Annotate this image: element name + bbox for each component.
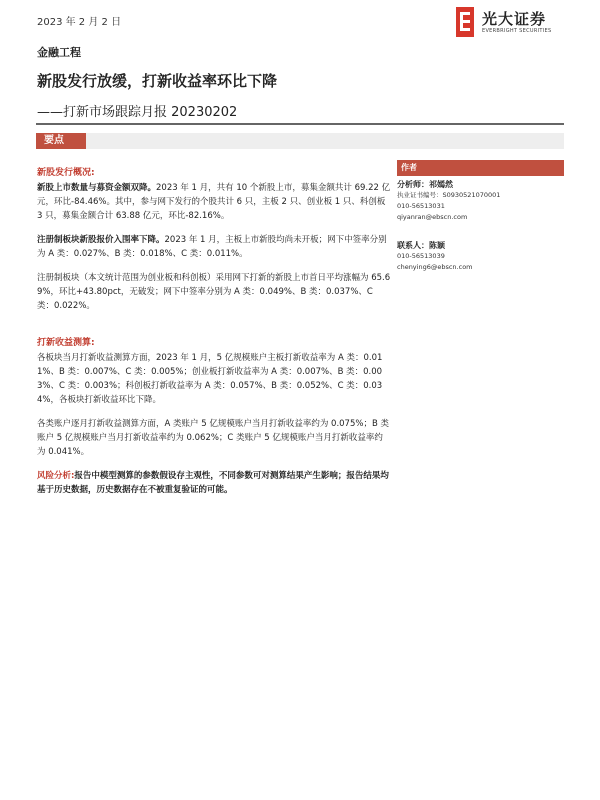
main-content	[37, 165, 391, 507]
report-date: 2023 年 2 月 2 日	[37, 17, 122, 28]
logo-text-cn: 光大证券	[482, 10, 547, 28]
summary-label: 要点	[36, 133, 86, 149]
contact-phone: 010-56513039	[397, 252, 445, 260]
lead-ipo-volume: 新股上市数量与募资金额双降。	[37, 183, 157, 193]
analyst-phone: 010-56513031	[397, 202, 445, 210]
analyst-email[interactable]: qiyanran@ebscn.com	[397, 213, 468, 221]
paragraph-board-return: 各板块当月打新收益测算方面，2023 年 1 月，5 亿规模账户主板打新收益率为 A 类：0.011%、B 类：0.007%、C 类：0.005%；创业板打新收益率为 A 类：0.007%、B 类：0.003%、C 类：0.003%；科创板打新收益率为 A 类：0.057%、B 类：0.052%、C 类：0.034%，各板块打新收益环比下降。	[37, 353, 383, 405]
report-category: 金融工程	[37, 46, 81, 59]
contact-email[interactable]: chenying6@ebscn.com	[397, 263, 473, 271]
lead-quote-rate: 注册制板块新股报价入围率下降。	[37, 235, 165, 245]
section-heading-ipo-return: 打新收益测算:	[37, 338, 95, 348]
paragraph-quote-rate	[37, 233, 391, 261]
section-heading-ipo-overview: 新股发行概况:	[37, 168, 95, 178]
paragraph-risk	[37, 469, 391, 497]
title-divider	[36, 123, 564, 125]
summary-header-bar	[36, 133, 564, 149]
logo-text-en: EVERBRIGHT SECURITIES	[482, 28, 552, 34]
text-ipo-volume: 2023 年 1 月，共有 10 个新股上市，募集金额共计 69.22 亿元，环比-84.46%。其中，参与网下发行的个股共计 6 只，主板 2 只、创业板 1 只、科创板 3 只，募集金额合计 63.88 亿元，环比-82.16%。	[37, 183, 391, 221]
author-header-bar	[397, 160, 564, 176]
analyst-name: 分析师：祁嫣然	[397, 180, 453, 189]
paragraph-registration-board: 注册制板块（本文统计范围为创业板和科创板）采用网下打新的新股上市首日平均涨幅为 65.69%，环比+43.80pct，无破发；网下中签率分别为 A 类：0.049%、B 类：0.037%、C 类：0.022%。	[37, 273, 391, 311]
analyst-cert: 执业证书编号：S0930521070001	[397, 191, 501, 199]
paragraph-account-return: 各类账户逐月打新收益测算方面，A 类账户 5 亿规模账户当月打新收益率约为 0.075%；B 类账户 5 亿规模账户当月打新收益率约为 0.062%；C 类账户 5 亿规模账户当月打新收益率约为 0.041%。	[37, 419, 389, 457]
everbright-logo	[456, 7, 566, 37]
author-sidebar	[397, 160, 564, 273]
contact-name: 联系人：陈颖	[397, 241, 445, 250]
report-title: 新股发行放缓，打新收益率环比下降	[37, 72, 278, 90]
logo-mark-icon	[456, 7, 474, 37]
risk-text: 报告中模型测算的参数假设存主观性，不同参数可对测算结果产生影响；报告结果均基于历史数据，历史数据存在不被重复验证的可能。	[37, 471, 389, 495]
risk-label: 风险分析:	[37, 471, 75, 481]
paragraph-ipo-volume	[37, 181, 391, 223]
author-label: 作者	[397, 160, 564, 176]
report-subtitle: ——打新市场跟踪月报 20230202	[37, 105, 238, 120]
text-quote-rate: 2023 年 1 月，主板上市新股均尚未开板；网下中签率分别为 A 类：0.027%、B 类：0.018%、C 类：0.011%。	[37, 235, 387, 259]
